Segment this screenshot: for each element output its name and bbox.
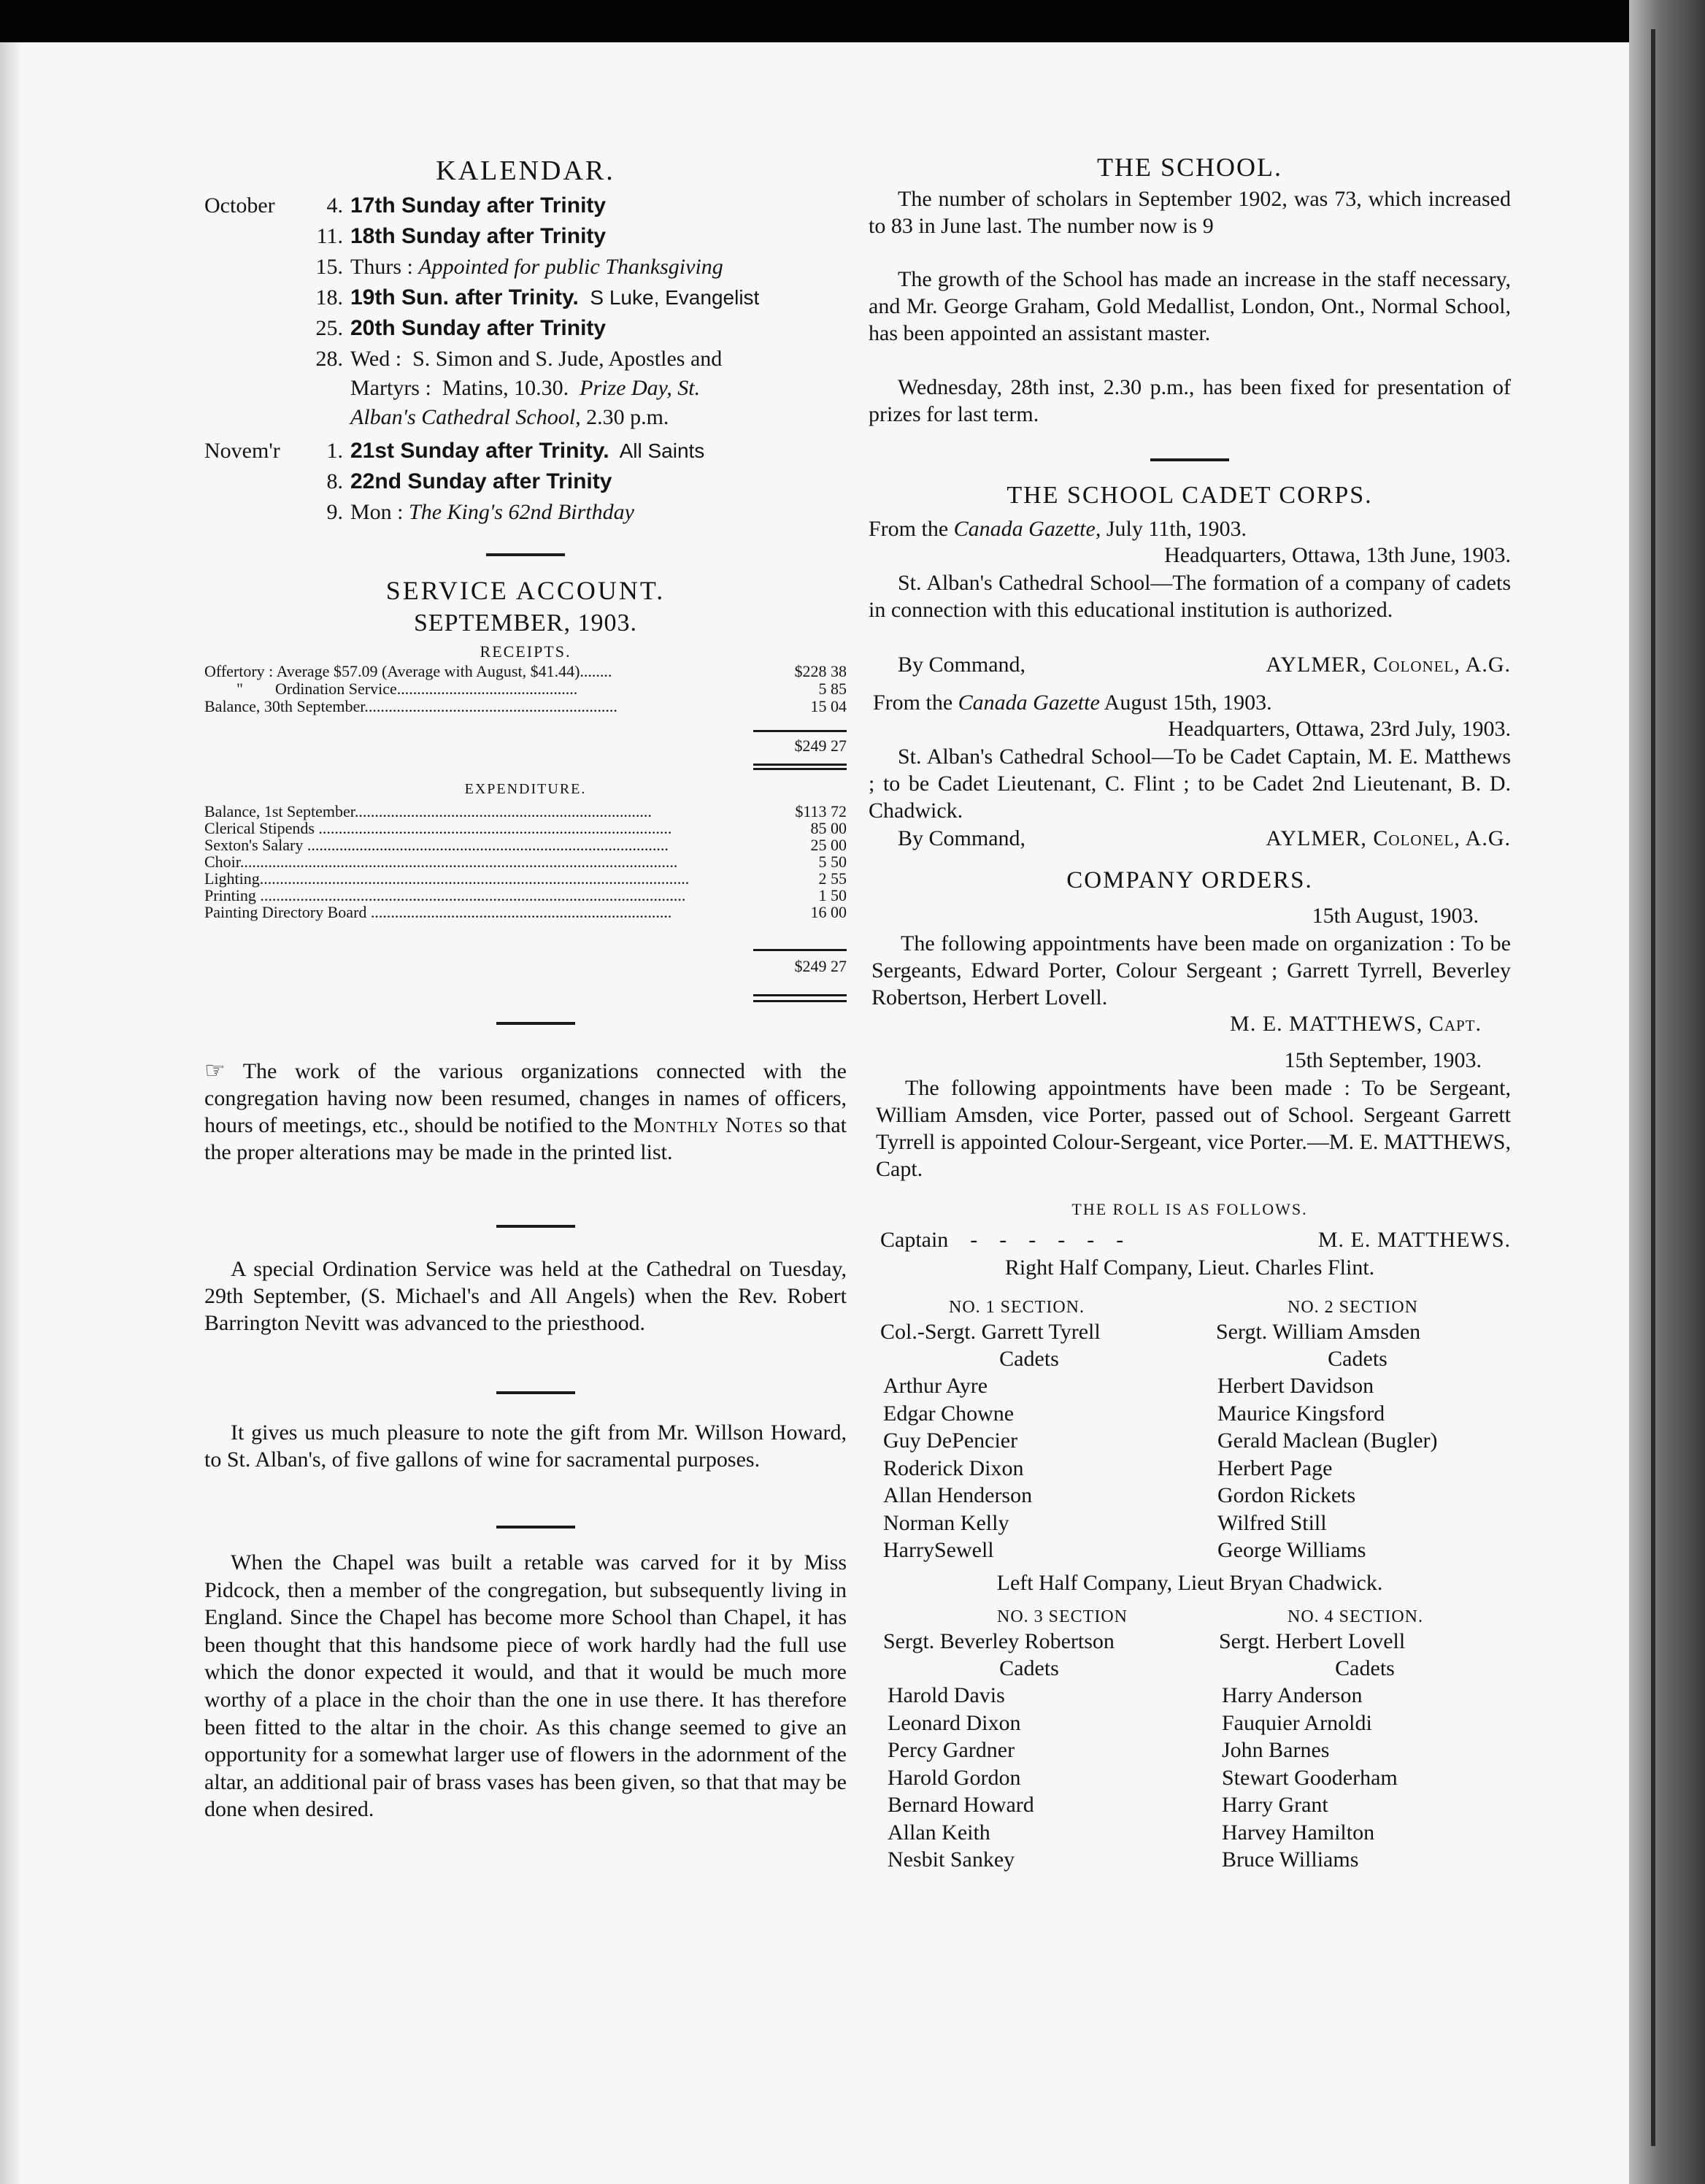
section-3-heading: NO. 3 SECTION <box>997 1607 1128 1626</box>
cadet-name: Harold Davis <box>888 1683 1005 1707</box>
receipts-total: $249 27 <box>794 737 847 755</box>
cadet-corps-title: THE SCHOOL CADET CORPS. <box>1007 482 1373 509</box>
cadet-name: Harvey Hamilton <box>1222 1820 1375 1845</box>
section-4-list <box>1222 1682 1398 1874</box>
aylmer-signature-1: AYLMER, Colonel, A.G. <box>1266 653 1511 677</box>
expenditure-label: Sexton's Salary .......................................................................................... <box>204 837 669 854</box>
expenditure-label: Lighting........................................................................................................... <box>204 870 690 888</box>
receipt-label: Offertory : Average $57.09 (Average with August, $41.44)........ <box>204 663 612 680</box>
school-paragraph-1: The number of scholars in September 1902, was 73, which increased to 83 in June last. The number now is 9 <box>869 187 1511 238</box>
expenditure-amount: $113 72 <box>795 802 847 820</box>
expenditure-amount: 1 50 <box>818 886 847 904</box>
divider <box>496 1225 575 1228</box>
pointing-hand-icon: ☞ <box>204 1056 226 1084</box>
notice-retable: When the Chapel was built a retable was carved for it by Miss Pidcock, then a member of the congregation, but subsequently living in England. Since the Chapel has become more School than Chapel, it has been thought that this handsome piece of work hardly had the full use which the donor expected it would, and that it would be much more worthy of a place in the choir than the one in use there. It has therefore been fitted to the altar in the choir. As this change seemed to give an opportunity for a somewhat larger use of flowers in the adornment of the altar, an additional pair of brass vases has been given, so that that may be done when desired. <box>204 1550 847 1822</box>
expenditure-label: Painting Directory Board ........................................................................... <box>204 904 672 921</box>
divider <box>496 1391 575 1394</box>
kalendar-title: KALENDAR. <box>436 155 615 186</box>
section-4-heading: NO. 4 SECTION. <box>1288 1607 1423 1626</box>
receipt-label: Balance, 30th September............................................................... <box>204 698 617 715</box>
kalendar-text: 19th Sun. after Trinity. S Luke, Evangelist <box>350 285 760 309</box>
cadet-name: Norman Kelly <box>883 1510 1009 1535</box>
expenditure-heading: EXPENDITURE. <box>464 781 587 797</box>
left-half-company: Left Half Company, Lieut Bryan Chadwick. <box>996 1571 1383 1595</box>
expenditure-amount: 16 00 <box>810 903 847 921</box>
kalendar-text: Alban's Cathedral School, 2.30 p.m. <box>350 405 669 429</box>
kalendar-day: 11. <box>316 224 343 248</box>
receipt-amount: 15 04 <box>810 697 847 715</box>
cadet-name: Edgar Chowne <box>883 1401 1015 1426</box>
gazette-1-name: Canada Gazette, <box>953 517 1101 541</box>
roll-heading: THE ROLL IS AS FOLLOWS. <box>1071 1200 1308 1218</box>
gazette-1-body: St. Alban's Cathedral School—The formation of a company of cadets in connection with this educational institution is authorized. <box>869 571 1511 622</box>
cadet-name: Maurice Kingsford <box>1217 1401 1385 1426</box>
cadet-name: HarrySewell <box>883 1538 994 1562</box>
orders-signature: M. E. MATTHEWS, Capt. <box>1230 1012 1482 1036</box>
expenditure-amount: 85 00 <box>810 819 847 837</box>
scan-top-border <box>0 0 1705 42</box>
kalendar-day: 18. <box>315 285 343 309</box>
notice-wine-gift: It gives us much pleasure to note the gift from Mr. Willson Howard, to St. Alban's, of five gallons of wine for sacramental purposes. <box>204 1420 847 1472</box>
captain-name: M. E. MATTHEWS. <box>1317 1228 1511 1252</box>
gazette-2-source <box>873 689 1272 716</box>
right-half-company: Right Half Company, Lieut. Charles Flint. <box>1004 1256 1375 1280</box>
gazette-2-body: St. Alban's Cathedral School—To be Cadet Captain, M. E. Matthews ; to be Cadet Lieutenant, C. Flint ; to be Cadet 2nd Lieutenant, B. D. Chadwick. <box>869 745 1511 823</box>
kalendar-day: 15. <box>315 255 343 279</box>
kalendar-text: Martyrs : Matins, 10.30. Prize Day, St. <box>350 376 701 400</box>
kalendar-day: 4. <box>326 193 343 218</box>
expenditure-total: $249 27 <box>794 957 847 975</box>
cadet-name: Leonard Dixon <box>888 1710 1021 1735</box>
by-command-1: By Command, <box>898 653 1026 677</box>
cadet-name: Nesbit Sankey <box>888 1847 1015 1872</box>
orders-date-1: 15th August, 1903. <box>1312 904 1479 928</box>
gazette-2-name: Canada Gazette <box>958 691 1100 715</box>
cadet-name: Gordon Rickets <box>1217 1483 1356 1507</box>
captain-label: Captain - - - - - - <box>880 1228 1124 1252</box>
expenditure-total-rule <box>753 994 847 996</box>
service-account-period: SEPTEMBER, 1903. <box>414 610 637 637</box>
orders-body-2: The following appointments have been made : To be Sergeant, William Amsden, vice Porter, passed out of School. Sergeant Garrett Tyrrell is appointed Colour-Sergeant, vice Porter.—M. E. MATTHEWS, Capt. <box>876 1076 1511 1181</box>
section-3-list <box>888 1682 1034 1874</box>
kalendar-text: Thurs : Appointed for public Thanksgiving <box>350 255 723 279</box>
kalendar-day: 1. <box>326 439 343 463</box>
page-binding-line <box>1651 29 1655 2146</box>
section-3-cadets-label: Cadets <box>999 1656 1059 1680</box>
section-1-cadets-label: Cadets <box>999 1347 1059 1371</box>
section-2-sergeant: Sergt. William Amsden <box>1216 1320 1421 1344</box>
expenditure-rule <box>753 949 847 951</box>
aylmer-signature-2: AYLMER, Colonel, A.G. <box>1266 826 1511 850</box>
cadet-name: Allan Keith <box>888 1820 990 1845</box>
school-paragraph-2: The growth of the School has made an increase in the staff necessary, and Mr. George Graham, Gold Medallist, London, Ont., Normal School, has been appointed an assistant master. <box>869 267 1511 345</box>
section-4-sergeant: Sergt. Herbert Lovell <box>1219 1629 1406 1653</box>
divider <box>486 553 565 556</box>
kalendar-text: 17th Sunday after Trinity <box>350 193 607 218</box>
section-3-sergeant: Sergt. Beverley Robertson <box>883 1629 1115 1653</box>
cadet-name: Fauquier Arnoldi <box>1222 1710 1372 1735</box>
cadet-name: Percy Gardner <box>888 1738 1015 1762</box>
expenditure-label: Clerical Stipends ........................................................................................ <box>204 820 672 837</box>
cadet-name: Herbert Page <box>1217 1456 1333 1480</box>
gazette-2-date: August 15th, 1903. <box>1099 691 1272 715</box>
notice-organizations <box>204 1057 847 1166</box>
receipt-amount: 5 85 <box>818 680 847 698</box>
scan-right-edge <box>1629 0 1705 2184</box>
kalendar-month: Novem'r <box>204 439 280 463</box>
cadet-name: Harold Gordon <box>888 1765 1021 1790</box>
cadet-name: George Williams <box>1217 1538 1366 1562</box>
cadet-name: Stewart Gooderham <box>1222 1765 1398 1790</box>
kalendar-day: 25. <box>315 316 343 340</box>
receipt-amount: $228 38 <box>794 662 847 680</box>
cadet-name: Gerald Maclean (Bugler) <box>1217 1429 1438 1453</box>
kalendar-text: 21st Sunday after Trinity. All Saints <box>350 439 705 463</box>
receipts-rule <box>753 730 847 732</box>
company-orders-title: COMPANY ORDERS. <box>1066 867 1313 893</box>
cadet-name: Arthur Ayre <box>883 1374 988 1398</box>
kalendar-month: October <box>204 193 275 218</box>
receipts-total-rule-2 <box>753 768 847 770</box>
gazette-1-from: From the <box>869 517 954 541</box>
kalendar-day: 28. <box>315 347 343 371</box>
section-1-sergeant: Col.-Sergt. Garrett Tyrell <box>880 1320 1101 1344</box>
cadet-name: Harry Anderson <box>1222 1683 1363 1707</box>
section-2-cadets-label: Cadets <box>1328 1347 1388 1371</box>
cadet-name: Bruce Williams <box>1222 1847 1359 1872</box>
kalendar-text: Wed : S. Simon and S. Jude, Apostles and <box>350 347 723 371</box>
section-2-heading: NO. 2 SECTION <box>1288 1298 1418 1317</box>
notice-organizations-text-a: The work of the various organizations connected with the congregation having now been resumed, changes in names of officers, hours of meetings, etc., should be notified to the <box>204 1059 847 1137</box>
divider <box>1150 458 1229 461</box>
monthly-notes-caps: Monthly Notes <box>633 1113 784 1137</box>
gazette-1-date: July 11th, 1903. <box>1101 517 1247 541</box>
expenditure-label: Choir............................................................................................................. <box>204 853 678 871</box>
gazette-1-headquarters: Headquarters, Ottawa, 13th June, 1903. <box>1164 543 1511 567</box>
section-2-list <box>1217 1372 1438 1564</box>
kalendar-text: 20th Sunday after Trinity <box>350 316 607 340</box>
notice-ordination: A special Ordination Service was held at the Cathedral on Tuesday, 29th September, (S. Michael's and All Angels) when the Rev. Robert Barrington Nevitt was advanced to the priesthood. <box>204 1257 847 1335</box>
expenditure-label: Printing .......................................................................................................... <box>204 887 686 904</box>
receipts-heading: RECEIPTS. <box>480 642 571 661</box>
cadet-name: Bernard Howard <box>888 1793 1034 1817</box>
section-1-list <box>883 1372 1032 1564</box>
kalendar-text: 18th Sunday after Trinity <box>350 224 607 248</box>
cadet-name: Harry Grant <box>1222 1793 1328 1817</box>
orders-date-2: 15th September, 1903. <box>1284 1048 1482 1072</box>
receipt-label: " Ordination Service............................................. <box>204 680 578 698</box>
scan-left-edge <box>0 42 22 2184</box>
expenditure-total-rule-2 <box>753 1000 847 1002</box>
expenditure-amount: 25 00 <box>810 836 847 854</box>
divider <box>496 1022 575 1025</box>
receipts-total-rule <box>753 764 847 766</box>
school-paragraph-3: Wednesday, 28th inst, 2.30 p.m., has been fixed for presentation of prizes for last term. <box>869 375 1511 426</box>
expenditure-amount: 5 50 <box>818 853 847 871</box>
expenditure-label: Balance, 1st September.......................................................................... <box>204 803 652 820</box>
cadet-name: John Barnes <box>1222 1738 1330 1762</box>
expenditure-amount: 2 55 <box>818 869 847 888</box>
cadet-name: Wilfred Still <box>1217 1510 1327 1535</box>
kalendar-day: 8. <box>326 469 343 493</box>
gazette-2-headquarters: Headquarters, Ottawa, 23rd July, 1903. <box>1168 717 1511 741</box>
section-4-cadets-label: Cadets <box>1335 1656 1395 1680</box>
notice-organizations-text-b: so that the proper alterations may be made in the printed list. <box>204 1113 847 1164</box>
by-command-2: By Command, <box>898 826 1026 850</box>
cadet-name: Allan Henderson <box>883 1483 1033 1507</box>
gazette-1-source <box>869 515 1247 542</box>
orders-body-1: The following appointments have been made on organization : To be Sergeants, Edward Porter, Colour Sergeant ; Garrett Tyrrell, Beverley Robertson, Herbert Lovell. <box>871 931 1511 1010</box>
school-title: THE SCHOOL. <box>1097 153 1282 182</box>
section-1-heading: NO. 1 SECTION. <box>949 1298 1085 1317</box>
cadet-name: Herbert Davidson <box>1217 1374 1374 1398</box>
kalendar-text: 22nd Sunday after Trinity <box>350 469 612 493</box>
cadet-name: Roderick Dixon <box>883 1456 1024 1480</box>
divider <box>496 1526 575 1529</box>
gazette-2-from: From the <box>873 691 958 715</box>
service-account-title: SERVICE ACCOUNT. <box>385 576 666 605</box>
kalendar-text: Mon : The King's 62nd Birthday <box>350 500 634 524</box>
kalendar-day: 9. <box>326 500 343 524</box>
cadet-name: Guy DePencier <box>883 1429 1018 1453</box>
